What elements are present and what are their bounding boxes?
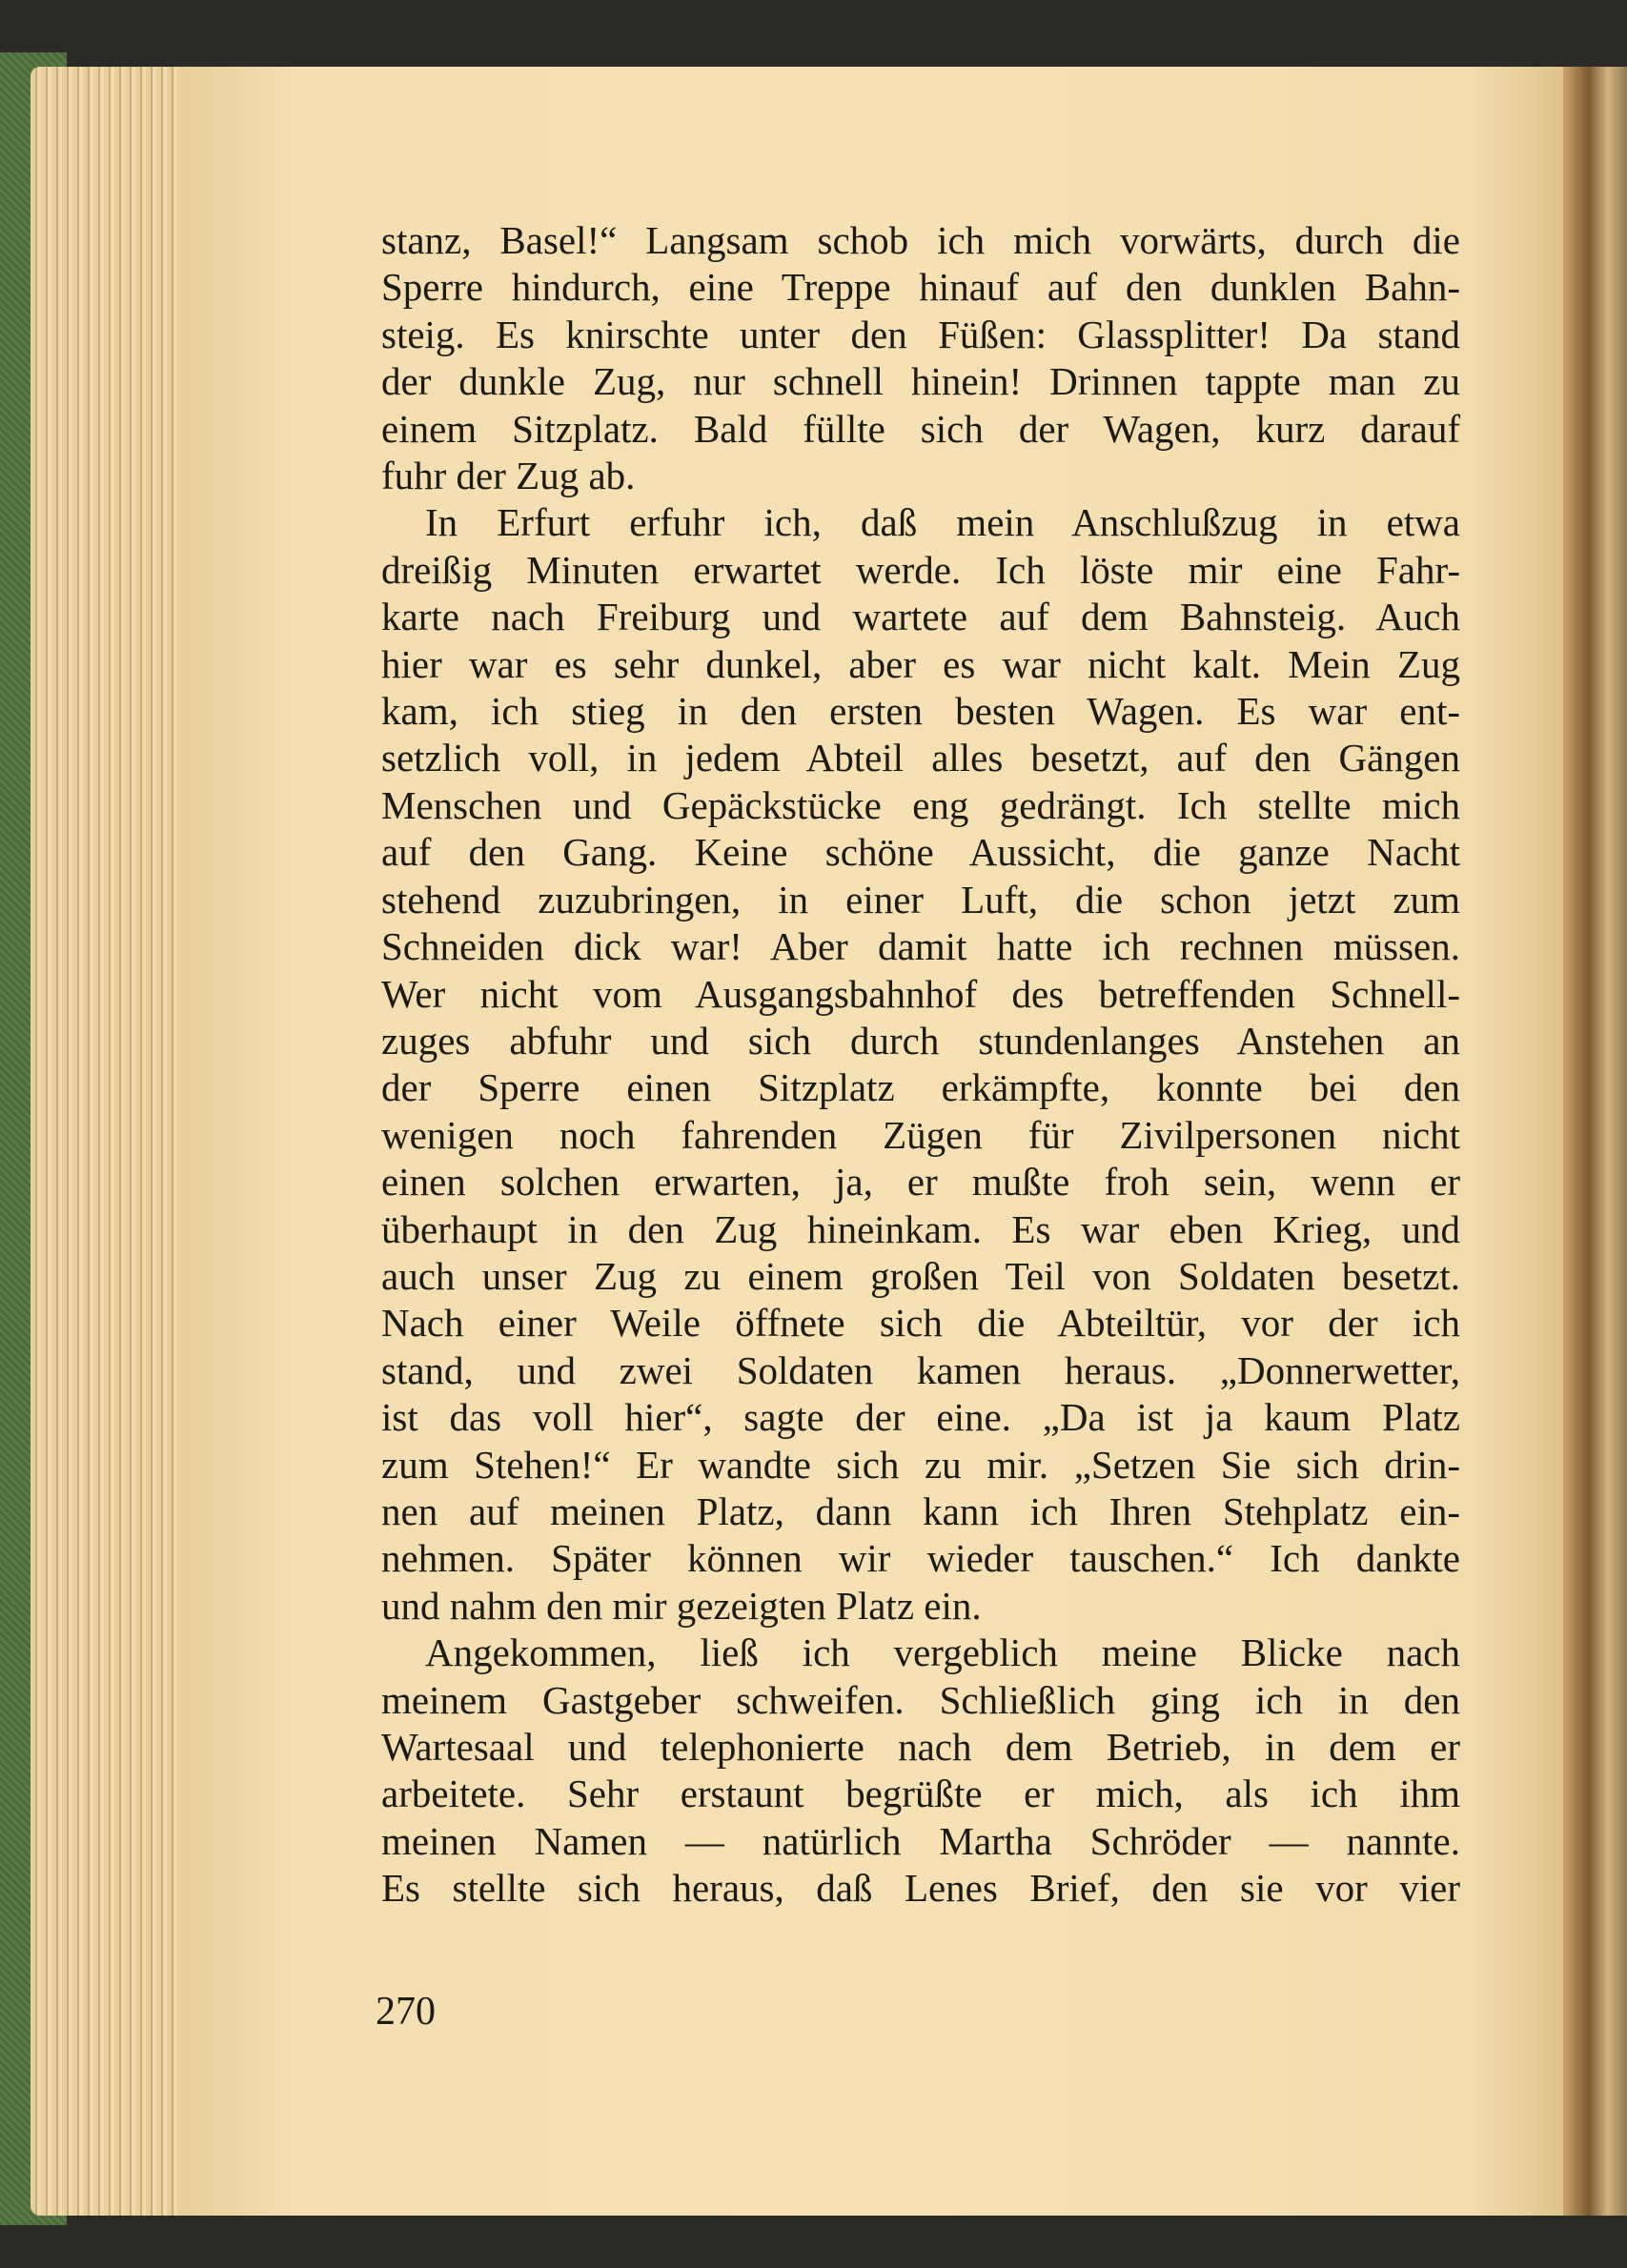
text-line: wenigen noch fahrenden Zügen für Zivilpersonen nicht <box>381 1112 1460 1157</box>
text-line: zuges abfuhr und sich durch stundenlanges Anstehen an <box>381 1018 1460 1063</box>
text-line: steig. Es knirschte unter den Füßen: Glassplitter! Da stand <box>381 312 1460 356</box>
paragraph-first-line: Angekommen, ließ ich vergeblich meine Blicke nach <box>425 1630 1460 1675</box>
text-line: kam, ich stieg in den ersten besten Wagen. Es war ent- <box>381 689 1460 734</box>
page-number: 270 <box>376 1990 436 2034</box>
page-stack-edges <box>31 67 193 2216</box>
text-line: meinen Namen — natürlich Martha Schröder — nannte. <box>381 1818 1460 1863</box>
paragraph-first-line: In Erfurt erfuhr ich, daß mein Anschlußzug in etwa <box>425 500 1460 545</box>
text-line: auf den Gang. Keine schöne Aussicht, die ganze Nacht <box>381 830 1460 875</box>
text-line: arbeitete. Sehr erstaunt begrüßte er mich, als ich ihm <box>381 1772 1460 1816</box>
text-line: stehend zuzubringen, in einer Luft, die schon jetzt zum <box>381 877 1460 921</box>
text-line: meinem Gastgeber schweifen. Schließlich ging ich in den <box>381 1677 1460 1722</box>
text-line: auch unser Zug zu einem großen Teil von Soldaten besetzt. <box>381 1253 1460 1298</box>
text-line: nen auf meinen Platz, dann kann ich Ihren Stehplatz ein- <box>381 1488 1460 1533</box>
text-line: setzlich voll, in jedem Abteil alles besetzt, auf den Gängen <box>381 736 1460 780</box>
text-line: nehmen. Später können wir wieder tauschen.“ Ich dankte <box>381 1536 1460 1581</box>
text-line: der dunkle Zug, nur schnell hinein! Drinnen tappte man zu <box>381 359 1460 404</box>
book-gutter <box>1563 67 1627 2216</box>
text-line: einem Sitzplatz. Bald füllte sich der Wagen, kurz darauf <box>381 406 1460 451</box>
text-line: karte nach Freiburg und wartete auf dem Bahnsteig. Auch <box>381 595 1460 639</box>
text-line: stand, und zwei Soldaten kamen heraus. „Donnerwetter, <box>381 1347 1460 1392</box>
text-line: überhaupt in den Zug hineinkam. Es war eben Krieg, und <box>381 1206 1460 1251</box>
text-line: dreißig Minuten erwartet werde. Ich löste mir eine Fahr- <box>381 547 1460 592</box>
text-line: einen solchen erwarten, ja, er mußte froh sein, wenn er <box>381 1160 1460 1205</box>
text-line: Wer nicht vom Ausgangsbahnhof des betreffenden Schnell- <box>381 971 1460 1016</box>
text-line: der Sperre einen Sitzplatz erkämpfte, konnte bei den <box>381 1065 1460 1110</box>
text-line: zum Stehen!“ Er wandte sich zu mir. „Setzen Sie sich drin- <box>381 1442 1460 1487</box>
text-line: stanz, Basel!“ Langsam schob ich mich vorwärts, durch die <box>381 218 1460 262</box>
text-line: fuhr der Zug ab. <box>381 454 636 498</box>
text-line: Nach einer Weile öffnete sich die Abteiltür, vor der ich <box>381 1301 1460 1346</box>
text-line: Wartesaal und telephonierte nach dem Betrieb, in dem er <box>381 1725 1460 1769</box>
text-line: ist das voll hier“, sagte der eine. „Da ist ja kaum Platz <box>381 1395 1460 1440</box>
text-line: Es stellte sich heraus, daß Lenes Brief, den sie vor vier <box>381 1866 1460 1911</box>
text-line: Menschen und Gepäckstücke eng gedrängt. Ich stellte mich <box>381 782 1460 827</box>
text-line: und nahm den mir gezeigten Platz ein. <box>381 1583 982 1628</box>
page-body-text <box>381 217 1460 1913</box>
text-line: hier war es sehr dunkel, aber es war nicht kalt. Mein Zug <box>381 641 1460 686</box>
text-line: Schneiden dick war! Aber damit hatte ich rechnen müssen. <box>381 924 1460 969</box>
text-line: Sperre hindurch, eine Treppe hinauf auf den dunklen Bahn- <box>381 265 1460 310</box>
